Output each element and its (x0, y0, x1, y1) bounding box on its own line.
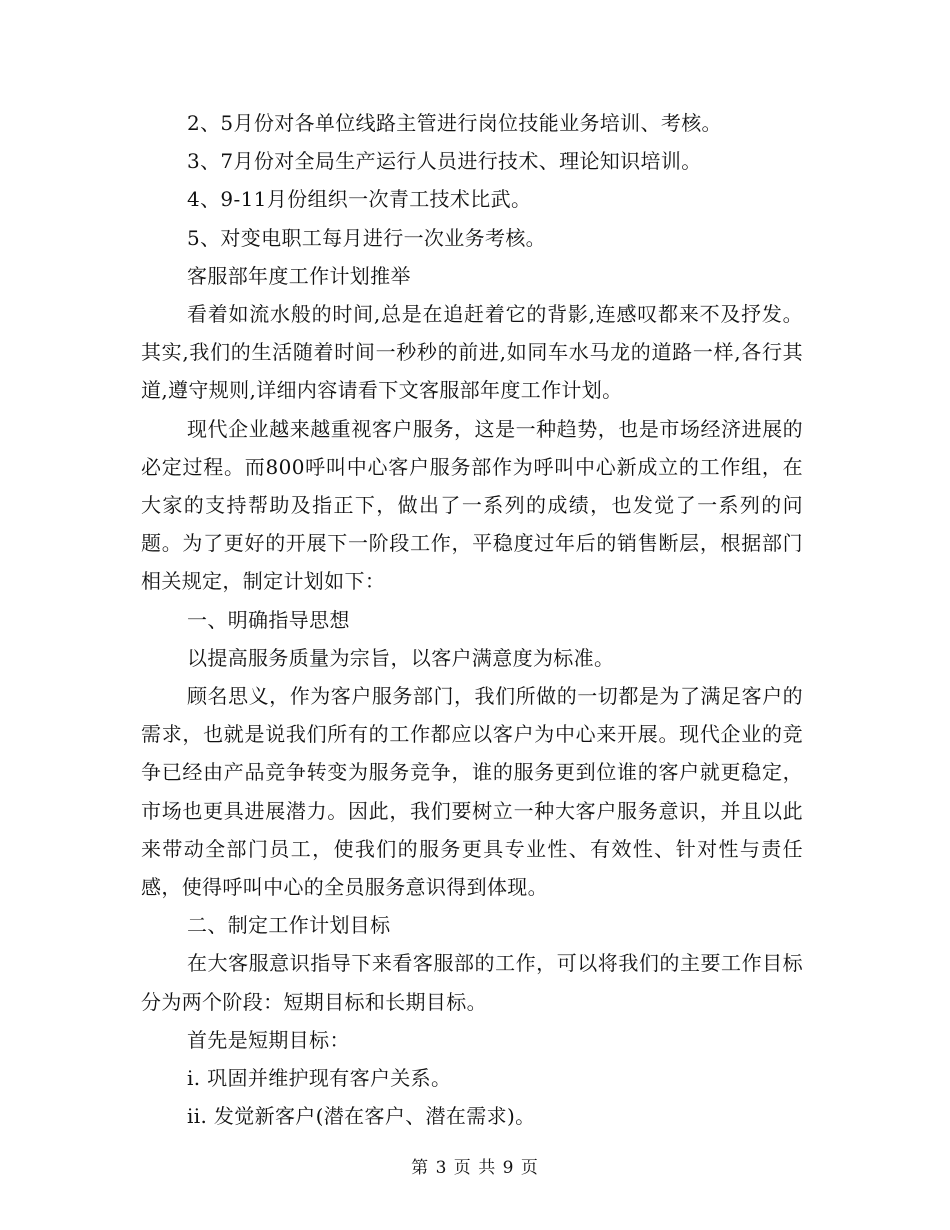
paragraph: 4、9-11月份组织一次青工技术比武。 (187, 187, 532, 212)
list-item: i. 巩固并维护现有客户关系。 (187, 1066, 452, 1091)
paragraph: 首先是短期目标： (187, 1027, 350, 1052)
paragraph: 顾名思义，作为客户服务部门，我们所做的一切都是为了满足客户的需求，也就是说我们所有的工作都应以客户为中心来开展。现代企业的竞争已经由产品竞争转变为服务竞争，谁的服务更到位谁的客户就更稳定，市场也更具进展潜力。因此，我们要树立一种大客户服务意识，并且以此来带动全部门员工，使我们的服务更具专业性、有效性、针对性与责任感，使得呼叫中心的全员服务意识得到体现。 (141, 684, 803, 900)
page-number-label: 第 3 页 共 9 页 (411, 1158, 539, 1178)
section-title: 客服部年度工作计划推举 (187, 263, 411, 288)
paragraph: 看着如流水般的时间,总是在追赶着它的背影,连感叹都来不及抒发。其实,我们的生活随着时间一秒秒的前进,如同车水马龙的道路一样,各行其道,遵守规则,详细内容请看下文客服部年度工作计划。 (141, 302, 803, 403)
paragraph: 以提高服务质量为宗旨，以客户满意度为标准。 (187, 645, 615, 670)
paragraph: 2、5月份对各单位线路主管进行岗位技能业务培训、考核。 (187, 111, 722, 135)
list-item: ii. 发觉新客户(潜在客户、潜在需求)。 (187, 1104, 536, 1129)
paragraph: 5、对变电职工每月进行一次业务考核。 (187, 225, 547, 250)
document-body (141, 104, 803, 1135)
paragraph: 在大客服意识指导下来看客服部的工作，可以将我们的主要工作目标分为两个阶段：短期目标和长期目标。 (141, 951, 803, 1014)
heading: 二、制定工作计划目标 (187, 913, 391, 938)
paragraph: 3、7月份对全局生产运行人员进行技术、理论知识培训。 (187, 149, 702, 174)
page-footer (0, 1153, 950, 1178)
heading: 一、明确指导思想 (187, 607, 350, 632)
paragraph: 现代企业越来越重视客户服务，这是一种趋势，也是市场经济进展的必定过程。而800呼叫中心客户服务部作为呼叫中心新成立的工作组，在大家的支持帮助及指正下，做出了一系列的成绩，也发觉了一系列的问题。为了更好的开展下一阶段工作，平稳度过年后的销售断层，根据部门相关规定，制定计划如下： (141, 416, 803, 594)
